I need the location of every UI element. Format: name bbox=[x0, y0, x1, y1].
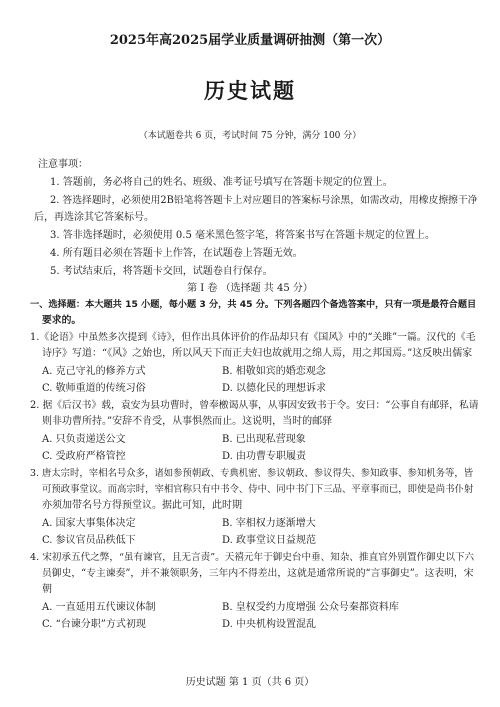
option-a: A. 克己守礼的修养方式 bbox=[42, 366, 146, 377]
note-item: 5. 考试结束后，将答题卡交回，试题卷自行保存。 bbox=[50, 266, 273, 277]
exam-info: （本试题卷共 6 页，考试时间 75 分钟，满分 100 分） bbox=[138, 131, 362, 141]
notes-heading: 注意事项： bbox=[38, 159, 88, 170]
option-c: C. 敬师重道的传统习俗 bbox=[42, 383, 146, 394]
question-stem: 诗序》写道：“《风》之始也，所以风天下而正夫妇也故就用之绵人焉，用之邦国焉。”这反映出儒家 bbox=[42, 348, 473, 359]
section-instruction: 要求的。 bbox=[42, 315, 82, 326]
option-a: A. 只负责递送公文 bbox=[42, 434, 126, 445]
option-d: D. 政事堂议日益规范 bbox=[222, 535, 317, 546]
note-item: 4. 所有题目必须在答题卡上作答，在试题卷上答题无效。 bbox=[50, 248, 303, 259]
note-item: 1. 答题前，务必将自己的姓名、班级、准考证号填写在答题卡规定的位置上。 bbox=[50, 177, 393, 188]
note-item: 2. 答选择题时，必须使用2B铅笔将答题卡上对应题目的答案标号涂黑，如需改动，用橡皮擦擦干净 bbox=[50, 195, 478, 206]
question-stem: 员御史，“专主谏奏”，并不兼领职务，三年内不得差出，这就是通常所说的“言事御史”。这表明，宋 bbox=[42, 568, 474, 579]
option-b: B. 相敬如宾的婚恋观念 bbox=[222, 366, 326, 377]
section-instruction: 一、选择题：本大题共 15 小题，每小题 3 分，共 45 分。下列各题四个备选答案中，只有一项是最符合题目 bbox=[30, 299, 477, 310]
option-d: D. 中央机构设置混乱 bbox=[222, 619, 317, 630]
question-stem: 亦须加带名号方得预堂议。据此可知，此时期 bbox=[42, 500, 242, 511]
option-b: B. 已出现私营现象 bbox=[222, 434, 306, 445]
page-footer: 历史试题 第 1 页（共 6 页） bbox=[185, 677, 315, 688]
question-stem: 可预政事堂议。而高宗时，宰相官称只有中书令、侍中、同中书门下三品、平章事而已，即使是尚书仆射 bbox=[42, 484, 474, 495]
question-stem: 3. 唐太宗时，宰相名号众多，诸如参预朝政、专典机密、参议朝政、参议得失、参知政事、参知机务等，皆 bbox=[30, 468, 474, 479]
page-title: 历史试题 bbox=[204, 78, 296, 103]
option-a: A. 国家大事集体决定 bbox=[42, 518, 136, 529]
option-b: B. 皇权受约力度增强 公众号秦都资料库 bbox=[222, 602, 399, 613]
option-a: A. 一直延用五代谏议体制 bbox=[42, 602, 156, 613]
option-c: C. “台谏分职”方式初现 bbox=[42, 619, 146, 630]
option-b: B. 宰相权力逐渐增大 bbox=[222, 518, 316, 529]
option-c: C. 受政府严格管控 bbox=[42, 451, 126, 462]
note-item: 3. 答非选择题时，必须使用 0.5 毫米黑色签字笔，将答案书写在答题卡规定的位置上。 bbox=[50, 230, 435, 241]
question-stem: 1.《论语》中虽然多次提到《诗》，但作出具体评价的作品却只有《国风》中的“关雎”一篇。汉代的《毛 bbox=[30, 332, 476, 343]
option-d: D. 以德化民的理想诉求 bbox=[222, 383, 327, 394]
question-stem: 朝 bbox=[42, 584, 52, 595]
question-stem: 2. 据《后汉书》载，袁安为县功曹时，曾奉檄谒从事，从事因安致书于令。安曰：“公事自有邮驿，私请 bbox=[30, 400, 479, 411]
option-c: C. 参议官员品秩低下 bbox=[42, 535, 136, 546]
section-title: 第 Ⅰ 卷 （选择题 共 45 分） bbox=[187, 283, 313, 294]
question-stem: 4. 宋初承五代之弊，“虽有谏官，且无言责”。天禧元年于御史台中垂、知杂、推直官外别置作御史以下六 bbox=[30, 552, 475, 563]
option-d: D. 由功曹专职履责 bbox=[222, 451, 307, 462]
exam-header: 2025年高2025届学业质量调研抽测（第一次） bbox=[109, 33, 391, 48]
question-stem: 则非功曹所持。”安辞不肯受，从事惧然而止。这说明，当时的邮驿 bbox=[42, 416, 333, 427]
note-item: 后，再选涂其它答案标号。 bbox=[34, 212, 154, 223]
